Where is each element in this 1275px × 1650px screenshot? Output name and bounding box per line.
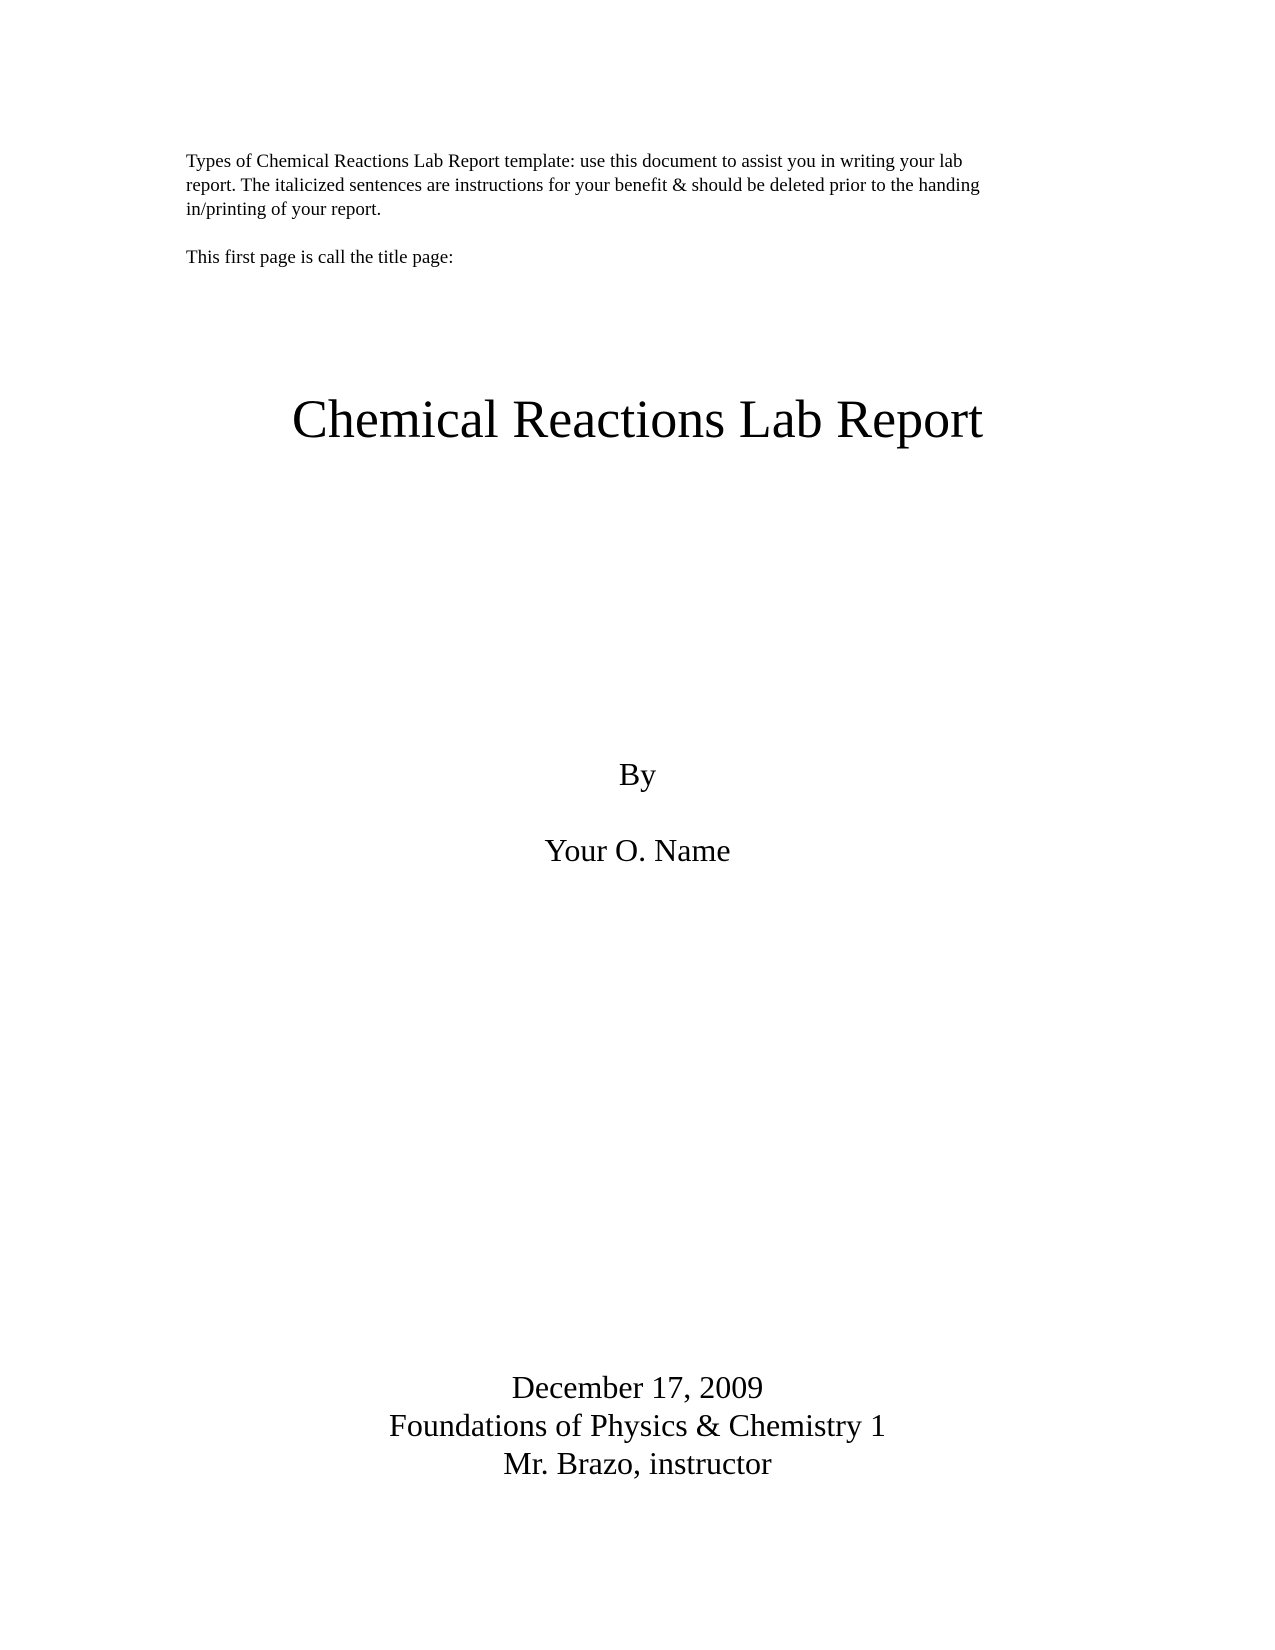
report-footer bbox=[0, 1368, 1275, 1482]
title-page-note: This first page is call the title page: bbox=[186, 247, 454, 268]
instructions-line: report. The italicized sentences are instructions for your benefit & should be deleted prior to the handing bbox=[186, 175, 980, 196]
instructor-name: Mr. Brazo, instructor bbox=[503, 1445, 772, 1481]
author-name: Your O. Name bbox=[544, 832, 731, 868]
instructions-line: in/printing of your report. bbox=[186, 199, 382, 220]
byline: By bbox=[618, 756, 657, 792]
instructions-paragraph bbox=[186, 150, 1086, 222]
course-name: Foundations of Physics & Chemistry 1 bbox=[389, 1407, 886, 1443]
report-date: December 17, 2009 bbox=[511, 1369, 764, 1405]
report-title: Chemical Reactions Lab Report bbox=[291, 389, 984, 449]
instructions-line: Types of Chemical Reactions Lab Report template: use this document to assist you in writing your lab bbox=[186, 151, 963, 172]
template-instructions bbox=[186, 150, 1086, 222]
